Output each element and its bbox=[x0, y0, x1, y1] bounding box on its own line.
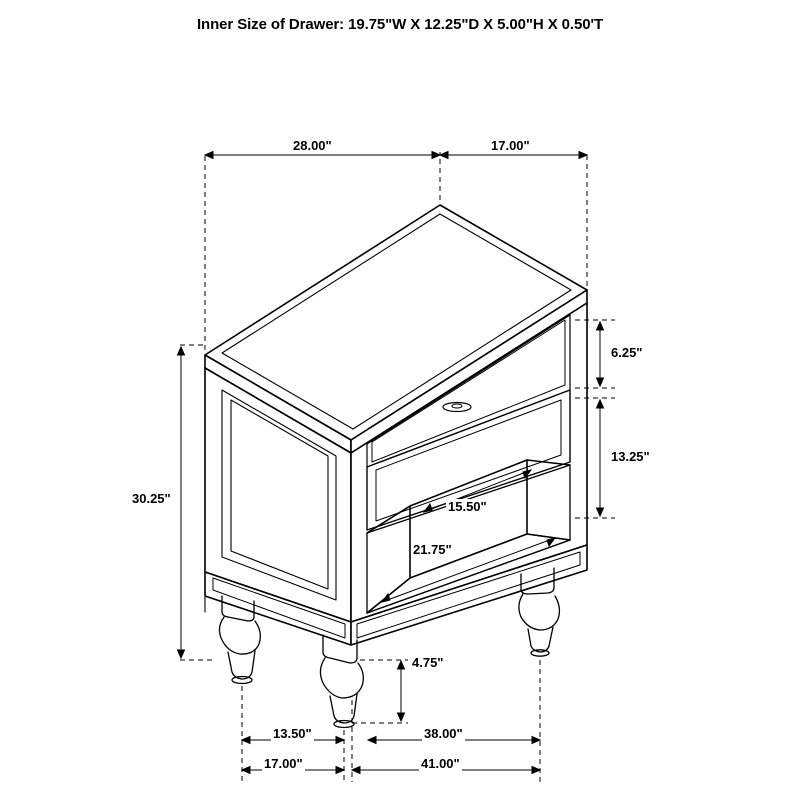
page-title: Inner Size of Drawer: 19.75"W X 12.25"D X 5.00"H X 0.50'T bbox=[196, 16, 604, 33]
dim-label-base-depth: 17.00" bbox=[264, 756, 303, 771]
dim-label-base-left: 13.50" bbox=[273, 726, 312, 741]
dim-label-base-width: 41.00" bbox=[421, 756, 460, 771]
dim-label-opening-height: 13.25" bbox=[611, 449, 650, 464]
dim-label-shelf-width: 21.75" bbox=[413, 542, 452, 557]
dim-label-top-left-width: 28.00" bbox=[293, 138, 332, 153]
dim-label-overall-height: 30.25" bbox=[132, 491, 171, 506]
dim-label-base-right: 38.00" bbox=[424, 726, 463, 741]
dim-label-shelf-depth: 15.50" bbox=[448, 499, 487, 514]
leg-front-left bbox=[219, 596, 260, 684]
dim-label-leg-height: 4.75" bbox=[412, 655, 444, 670]
leg-front-right bbox=[320, 635, 363, 728]
dim-label-top-right-depth: 17.00" bbox=[491, 138, 530, 153]
dim-label-drawer-front-height: 6.25" bbox=[611, 345, 643, 360]
